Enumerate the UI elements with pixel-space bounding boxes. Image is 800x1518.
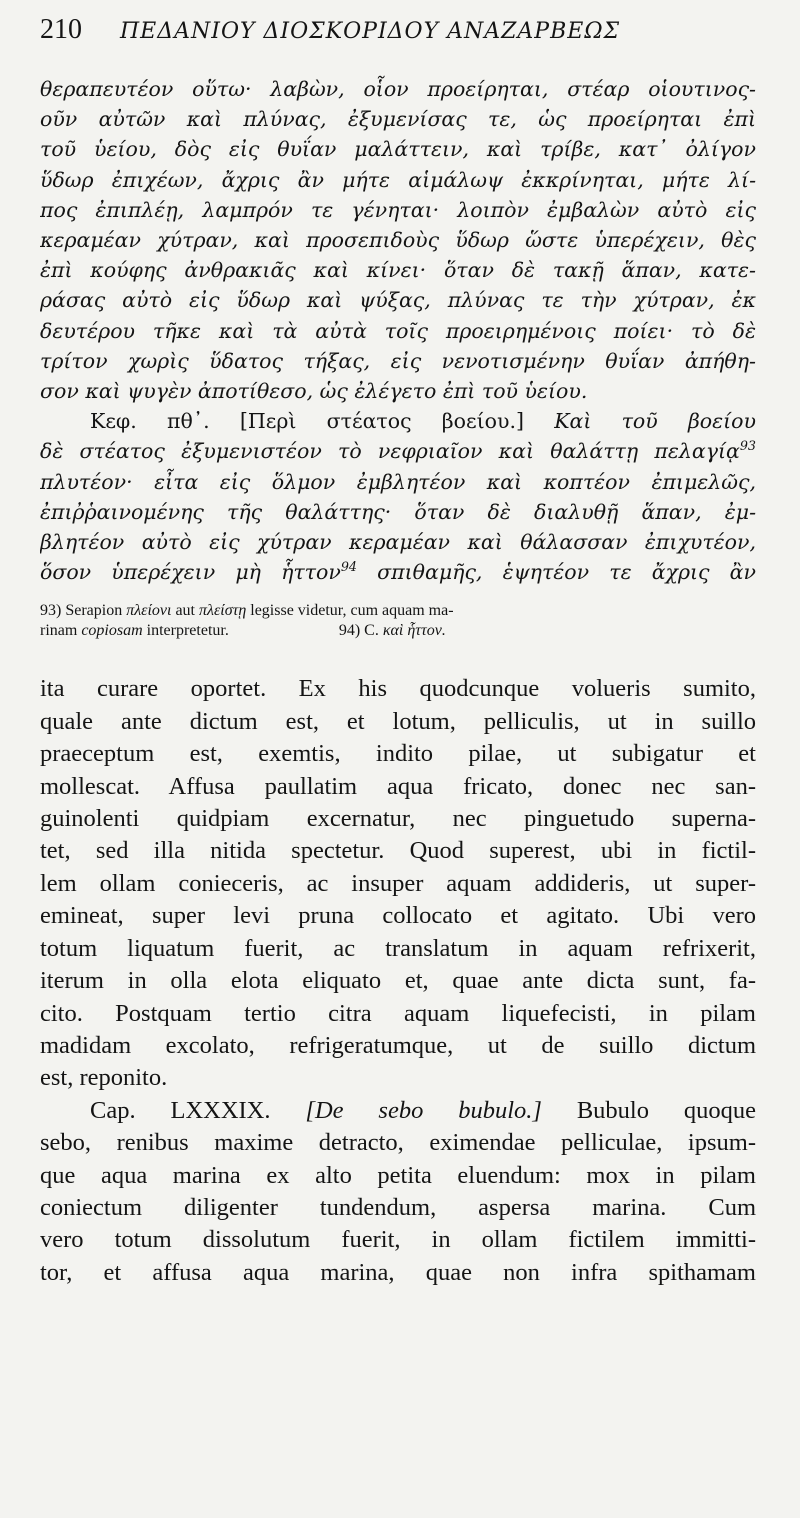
latin-text — [40, 673, 756, 1289]
greek-line: βλητέον αὐτὸ εἰς χύτραν κεραμέαν καὶ θάλασσαν ἐπιχυτέον, — [40, 530, 756, 555]
greek-chapter-title: [Περὶ στέατος βοείου.] — [239, 409, 524, 434]
latin-line: sebo, renibus maxime detracto, eximendae pelliculae, ipsum- — [40, 1129, 756, 1157]
greek-line-text: δὲ στέατος ἐξυμενιστέον τὸ νεφριαῖον καὶ θαλάττῃ πελαγίᾳ — [40, 439, 740, 464]
greek-line-text: σπιθαμῆς, ἑψητέον τε ἄχρις ἂν — [377, 560, 756, 585]
greek-line — [40, 436, 756, 466]
latin-line: iterum in olla elota eliquato et, quae ante dicta sunt, fa- — [40, 967, 756, 995]
greek-text — [40, 74, 756, 587]
latin-chapter-heading — [40, 1095, 756, 1127]
footnote-italic: copiosam — [81, 622, 143, 640]
latin-chapter-number: Cap. LXXXIX. — [90, 1096, 271, 1124]
latin-line: vero totum dissolutum fuerit, in ollam fictilem immitti- — [40, 1226, 756, 1254]
greek-line: σον καὶ ψυγὲν ἀποτίθεσο, ὡς ἐλέγετο ἐπὶ τοῦ ὑείου. — [40, 379, 588, 404]
page-number: 210 — [40, 14, 82, 45]
greek-line-text: ὅσον ὑπερέχειν μὴ ἧττον — [40, 560, 341, 585]
latin-line: emineat, super levi pruna collocato et agitato. Ubi vero — [40, 902, 756, 930]
latin-line: quale ante dictum est, et lotum, pelliculis, ut in suillo — [40, 707, 756, 735]
greek-line — [40, 557, 756, 587]
footnote-93 — [40, 601, 756, 621]
footnotes — [40, 601, 756, 641]
latin-line: tor, et affusa aqua marina, quae non infra spithamam — [40, 1258, 756, 1286]
footnote-greek: πλείστῃ — [199, 602, 247, 620]
page-header — [40, 14, 756, 64]
greek-line: ἐπὶ κούφης ἀνθρακιᾶς καὶ κίνει· ὅταν δὲ τακῇ ἅπαν, κατε- — [40, 258, 756, 283]
latin-line: que aqua marina ex alto petita eluendum: mox in pilam — [40, 1161, 756, 1189]
greek-chapter-number: Κεφ. πθ᾽. — [90, 409, 210, 434]
latin-line: ita curare oportet. Ex his quodcunque volueris sumito, — [40, 675, 756, 703]
footnote-94: 94) C. — [338, 622, 383, 640]
greek-line: ἐπιῤῥαινομένης τῆς θαλάττης· ὅταν δὲ διαλυθῇ ἅπαν, ἐμ- — [40, 499, 756, 524]
latin-line: tet, sed illa nitida spectetur. Quod superest, ubi in fictil- — [40, 837, 756, 865]
greek-line: ὕδωρ ἐπιχέων, ἄχρις ἂν μήτε αἱμάλωψ ἐκκρίνηται, μήτε λί- — [40, 167, 756, 192]
footnote-marker-94: 94 — [340, 559, 358, 575]
latin-line: madidam excolato, refrigeratumque, ut de suillo dictum — [40, 1031, 756, 1059]
running-title: ΠΕΔΑΝΙΟΥ ΔΙΟΣΚΟΡΙΔΟΥ ΑΝΑΖΑΡΒΕΩΣ — [120, 19, 621, 44]
footnote-93-cont — [40, 621, 756, 641]
latin-line: lem ollam conieceris, ac insuper aquam addideris, ut super- — [40, 869, 756, 897]
footnote-text: interpretetur. — [142, 622, 229, 640]
greek-chapter-text: Καὶ τοῦ βοείου — [554, 409, 756, 434]
footnote-greek: καὶ ἧττον. — [382, 622, 446, 640]
greek-line: οῦν αὐτῶν καὶ πλύνας, ἐξυμενίσας τε, ὡς προείρηται ἐπὶ — [40, 107, 756, 132]
greek-line: πος ἐπιπλέῃ, λαμπρόν τε γένηται· λοιπὸν ἐμβαλὼν αὐτὸ εἰς — [40, 197, 756, 222]
latin-line: cito. Postquam tertio citra aquam liquefecisti, in pilam — [40, 999, 756, 1027]
greek-line: κεραμέαν χύτραν, καὶ προσεπιδοὺς ὕδωρ ὥστε ὑπερέχειν, θὲς — [40, 228, 756, 253]
footnote-greek: πλείονι — [126, 602, 172, 620]
greek-line: ράσας αὐτὸ εἰς ὕδωρ καὶ ψύξας, πλύνας τε τὴν χύτραν, ἐκ — [40, 288, 756, 313]
latin-line: totum liquatum fuerit, ac translatum in aquam refrixerit, — [40, 934, 756, 962]
greek-chapter-heading — [40, 406, 756, 436]
footnote-text: 93) Serapion — [40, 602, 127, 620]
latin-chapter-text: Bubulo quoque — [576, 1096, 756, 1124]
greek-line: τρίτον χωρὶς ὕδατος τήξας, εἰς νενοτισμένην θυΐαν ἀπήθη- — [40, 348, 756, 373]
greek-line: πλυτέον· εἶτα εἰς ὅλμον ἐμβλητέον καὶ κοπτέον ἐπιμελῶς, — [40, 469, 756, 494]
latin-line: praeceptum est, exemtis, indito pilae, ut subigatur et — [40, 740, 756, 768]
latin-line: mollescat. Affusa paullatim aqua fricato, donec nec san- — [40, 772, 756, 800]
footnote-text: legisse videtur, cum aquam ma- — [246, 602, 454, 620]
greek-line: τοῦ ὑείου, δὸς εἰς θυΐαν μαλάττειν, καὶ τρίβε, κατ᾽ ὀλίγον — [40, 137, 756, 162]
footnote-text: rinam — [40, 622, 82, 640]
latin-line: est, reponito. — [40, 1064, 168, 1092]
greek-line: δευτέρου τῆκε καὶ τὰ αὐτὰ τοῖς προειρημένοις ποίει· τὸ δὲ — [40, 318, 756, 343]
footnote-text: aut — [171, 602, 199, 620]
greek-line: θεραπευτέον οὕτω· λαβὼν, οἷον προείρηται, στέαρ οἱουτινος- — [40, 77, 756, 101]
latin-line: coniectum diligenter tundendum, aspersa marina. Cum — [40, 1193, 756, 1221]
footnote-marker-93: 93 — [739, 438, 756, 454]
latin-chapter-title: [De sebo bubulo.] — [305, 1096, 542, 1124]
latin-line: guinolenti quidpiam excernatur, nec pinguetudo superna- — [40, 805, 756, 833]
